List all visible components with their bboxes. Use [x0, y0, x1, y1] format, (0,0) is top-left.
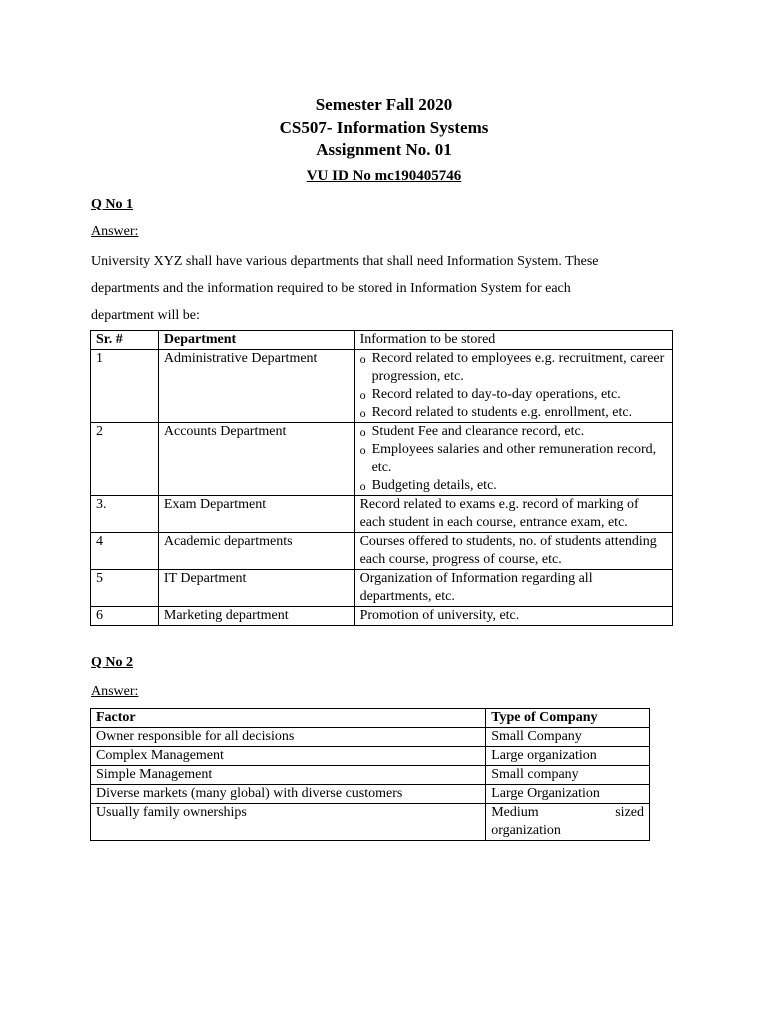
department-cell: IT Department [158, 570, 354, 607]
department-cell: Marketing department [158, 607, 354, 626]
bullet-item: o Employees salaries and other remuneration record, etc. [360, 441, 667, 477]
q1-intro-line: department will be: [91, 308, 200, 323]
vu-id: VU ID No mc190405746 [306, 168, 462, 184]
department-cell: Academic departments [158, 533, 354, 570]
header-cell-factor: Factor [91, 709, 486, 728]
table-row [91, 496, 673, 533]
department-cell: Accounts Department [158, 423, 354, 496]
department-cell: Administrative Department [158, 350, 354, 423]
header-cell-type: Type of Company [486, 709, 650, 728]
bullet-item: o Record related to employees e.g. recruitment, career progression, etc. [360, 350, 667, 386]
information-cell: Record related to exams e.g. record of marking of each student in each course, entrance exam, etc. [354, 496, 672, 533]
sr-cell: 6 [91, 607, 159, 626]
type-cell [486, 804, 650, 841]
table-header-row [91, 709, 650, 728]
table-row [91, 607, 673, 626]
table-row [91, 747, 650, 766]
semester-title: Semester Fall 2020 [315, 95, 453, 114]
q1-intro-line: University XYZ shall have various departments that shall need Information System. These [91, 254, 599, 269]
factor-cell: Diverse markets (many global) with diverse customers [91, 785, 486, 804]
factor-cell: Simple Management [91, 766, 486, 785]
departments-table [90, 330, 673, 626]
factor-cell: Owner responsible for all decisions [91, 728, 486, 747]
type-word: sized [615, 805, 644, 820]
sr-cell: 1 [91, 350, 159, 423]
bullet-item: o Record related to day-to-day operations, etc. [360, 386, 667, 404]
q2-answer-label: Answer: [91, 684, 139, 699]
table-row [91, 766, 650, 785]
sr-cell: 2 [91, 423, 159, 496]
factor-cell: Complex Management [91, 747, 486, 766]
type-cell-line [491, 804, 644, 822]
type-cell: Large organization [486, 747, 650, 766]
type-cell: Small company [486, 766, 650, 785]
course-title: CS507- Information Systems [279, 118, 489, 137]
sr-cell: 4 [91, 533, 159, 570]
information-cell: Organization of Information regarding all departments, etc. [354, 570, 672, 607]
q1-intro-paragraph [91, 248, 651, 329]
table-row [91, 570, 673, 607]
sr-cell: 5 [91, 570, 159, 607]
assignment-title: Assignment No. 01 [316, 140, 452, 159]
type-word: Medium [491, 805, 539, 820]
table-row [91, 350, 673, 423]
department-cell: Exam Department [158, 496, 354, 533]
table-row [91, 804, 650, 841]
sr-cell: 3. [91, 496, 159, 533]
table-row [91, 533, 673, 570]
type-cell: Small Company [486, 728, 650, 747]
table-row [91, 785, 650, 804]
table-row [91, 728, 650, 747]
company-factors-table [90, 708, 650, 841]
information-cell [354, 423, 672, 496]
header-cell-information: Information to be stored [354, 331, 672, 350]
type-cell-line: organization [491, 823, 561, 838]
q1-answer-label: Answer: [91, 224, 139, 239]
information-cell [354, 350, 672, 423]
information-cell: Courses offered to students, no. of students attending each course, progress of course, etc. [354, 533, 672, 570]
q1-intro-line: departments and the information required to be stored in Information System for each [91, 281, 571, 296]
bullet-item: o Budgeting details, etc. [360, 477, 667, 495]
table-row [91, 423, 673, 496]
factor-cell: Usually family ownerships [91, 804, 486, 841]
q1-heading: Q No 1 [91, 197, 133, 212]
type-cell: Large Organization [486, 785, 650, 804]
table-header-row [91, 331, 673, 350]
q2-heading: Q No 2 [91, 655, 133, 670]
bullet-item: o Record related to students e.g. enrollment, etc. [360, 404, 667, 422]
bullet-item: o Student Fee and clearance record, etc. [360, 423, 667, 441]
header-cell-sr: Sr. # [91, 331, 159, 350]
header-cell-department: Department [158, 331, 354, 350]
information-cell: Promotion of university, etc. [354, 607, 672, 626]
